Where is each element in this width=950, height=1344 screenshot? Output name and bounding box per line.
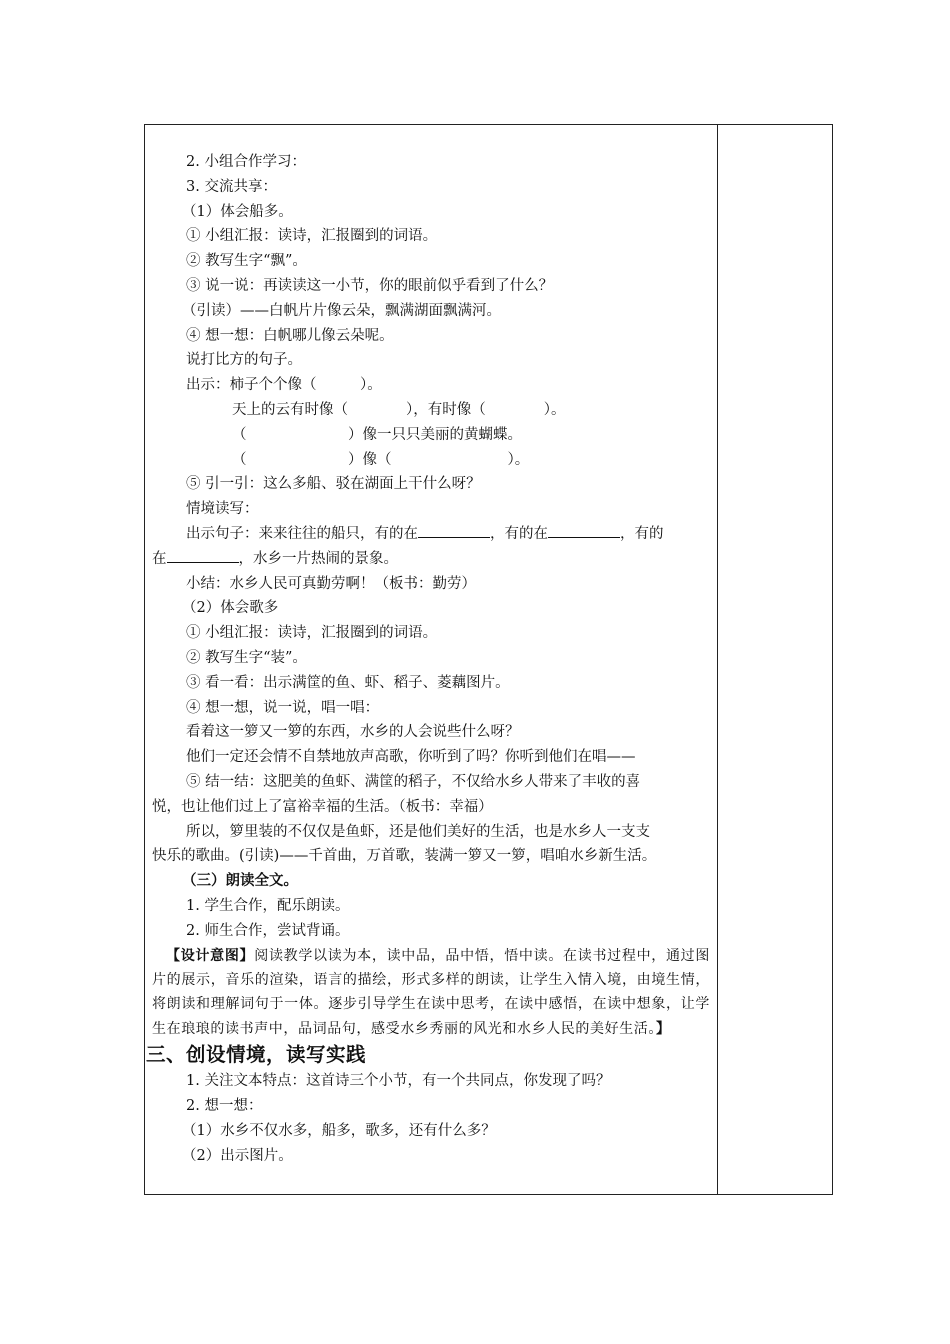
text-line: 快乐的歌曲。(引读)——千首曲，万首歌，装满一箩又一箩，唱咱水乡新生活。 [152, 848, 657, 865]
text-line: 2. 师生合作，尝试背诵。 [186, 922, 350, 939]
blank-line [167, 548, 239, 563]
text-line: ③ 说一说：再读读这一小节，你的眼前似乎看到了什么？ [186, 277, 554, 294]
lesson-content-cell [146, 150, 710, 1168]
fill-text: 在 [152, 550, 167, 567]
step-2-line: 2. 小组合作学习： [186, 154, 306, 170]
text-line: 小结：水乡人民可真勤劳啊！（板书：勤劳） [186, 575, 476, 592]
blank-line [418, 523, 490, 538]
fill-sentence-line-2 [152, 547, 710, 572]
subsection-2-heading: （2）体会歌多 [182, 600, 279, 617]
text-line: ① 小组汇报：读诗，汇报圈到的词语。 [186, 228, 438, 245]
design-intent-end: 】 [656, 1020, 671, 1037]
text-line: （1）水乡不仅水多，船多，歌多，还有什么多？ [182, 1122, 496, 1139]
fill-text: 出示句子：来来往往的船只，有的在 [186, 525, 418, 542]
text-line: 2. 想一想： [186, 1097, 263, 1114]
text-line: 看着这一箩又一箩的东西，水乡的人会说些什么呀？ [186, 724, 520, 741]
text-line: 出示：柿子个个像（ ）。 [186, 377, 382, 394]
part-3-heading: 三、创设情境，读写实践 [146, 1043, 367, 1067]
text-line: 所以，箩里装的不仅仅是鱼虾，还是他们美好的生活，也是水乡人一支支 [186, 823, 650, 840]
text-line: ③ 看一看：出示满筐的鱼、虾、稻子、菱藕图片。 [186, 674, 510, 691]
text-line: ④ 想一想，说一说，唱一唱： [186, 699, 380, 716]
simile-line: （ ）像（ ）。 [232, 451, 530, 468]
design-intent-tag: 【设计意图】 [166, 947, 255, 964]
text-line: ② 教写生字“飘”。 [186, 253, 307, 270]
text-line: 悦，也让他们过上了富裕幸福的生活。（板书：幸福） [152, 798, 493, 815]
blank-line [548, 523, 620, 538]
fill-text: ，有的在 [490, 525, 548, 542]
design-intent-paragraph [152, 944, 710, 1042]
design-intent-body: 阅读教学以读为本，读中品，品中悟，悟中读。在读书过程中，通过图片的展示，音乐的渲染，语言的描绘，形式多样的朗读，让学生入情入境，由境生情，将朗读和理解词句于一体。逐步引导学生在读中思考，在读中感悟，在读中想象，让学生在琅琅的读书声中，品词品句，感受水乡秀丽的风光和水乡人民的美好生活。 [152, 947, 710, 1037]
text-line: ② 教写生字“装”。 [186, 649, 307, 666]
text-line: ⑤ 引一引：这么多船、驳在湖面上干什么呀？ [186, 476, 481, 493]
text-line: （引读）——白帆片片像云朵，飘满湖面飘满河。 [182, 302, 501, 319]
text-line: ① 小组汇报：读诗，汇报圈到的词语。 [186, 625, 438, 642]
fill-text: ，有的 [620, 525, 664, 542]
step-3-line: 3. 交流共享： [186, 178, 277, 195]
text-line: 1. 关注文本特点：这首诗三个小节，有一个共同点，你发现了吗？ [186, 1073, 611, 1090]
section-3-reading-heading: （三）朗读全文。 [182, 872, 298, 890]
text-line: 他们一定还会情不自禁地放声高歌，你听到了吗？你听到他们在唱—— [186, 749, 636, 766]
fill-sentence-line-1 [152, 522, 710, 547]
fill-text: ，水乡一片热闹的景象。 [238, 550, 398, 567]
simile-line: （ ）像一只只美丽的黄蝴蝶。 [232, 426, 522, 443]
column-divider [717, 124, 718, 1195]
text-line: （2）出示图片。 [182, 1147, 293, 1164]
text-line: 说打比方的句子。 [186, 352, 302, 369]
text-line: 情境读写： [186, 501, 259, 518]
text-line: ④ 想一想：白帆哪儿像云朵呢。 [186, 327, 394, 344]
simile-line: 天上的云有时像（ ），有时像（ ）。 [232, 401, 566, 418]
text-line: 1. 学生合作，配乐朗读。 [186, 897, 350, 914]
text-line: ⑤ 结一结：这肥美的鱼虾、满筐的稻子，不仅给水乡人带来了丰收的喜 [186, 773, 641, 790]
subsection-1-heading: （1）体会船多。 [182, 203, 293, 220]
